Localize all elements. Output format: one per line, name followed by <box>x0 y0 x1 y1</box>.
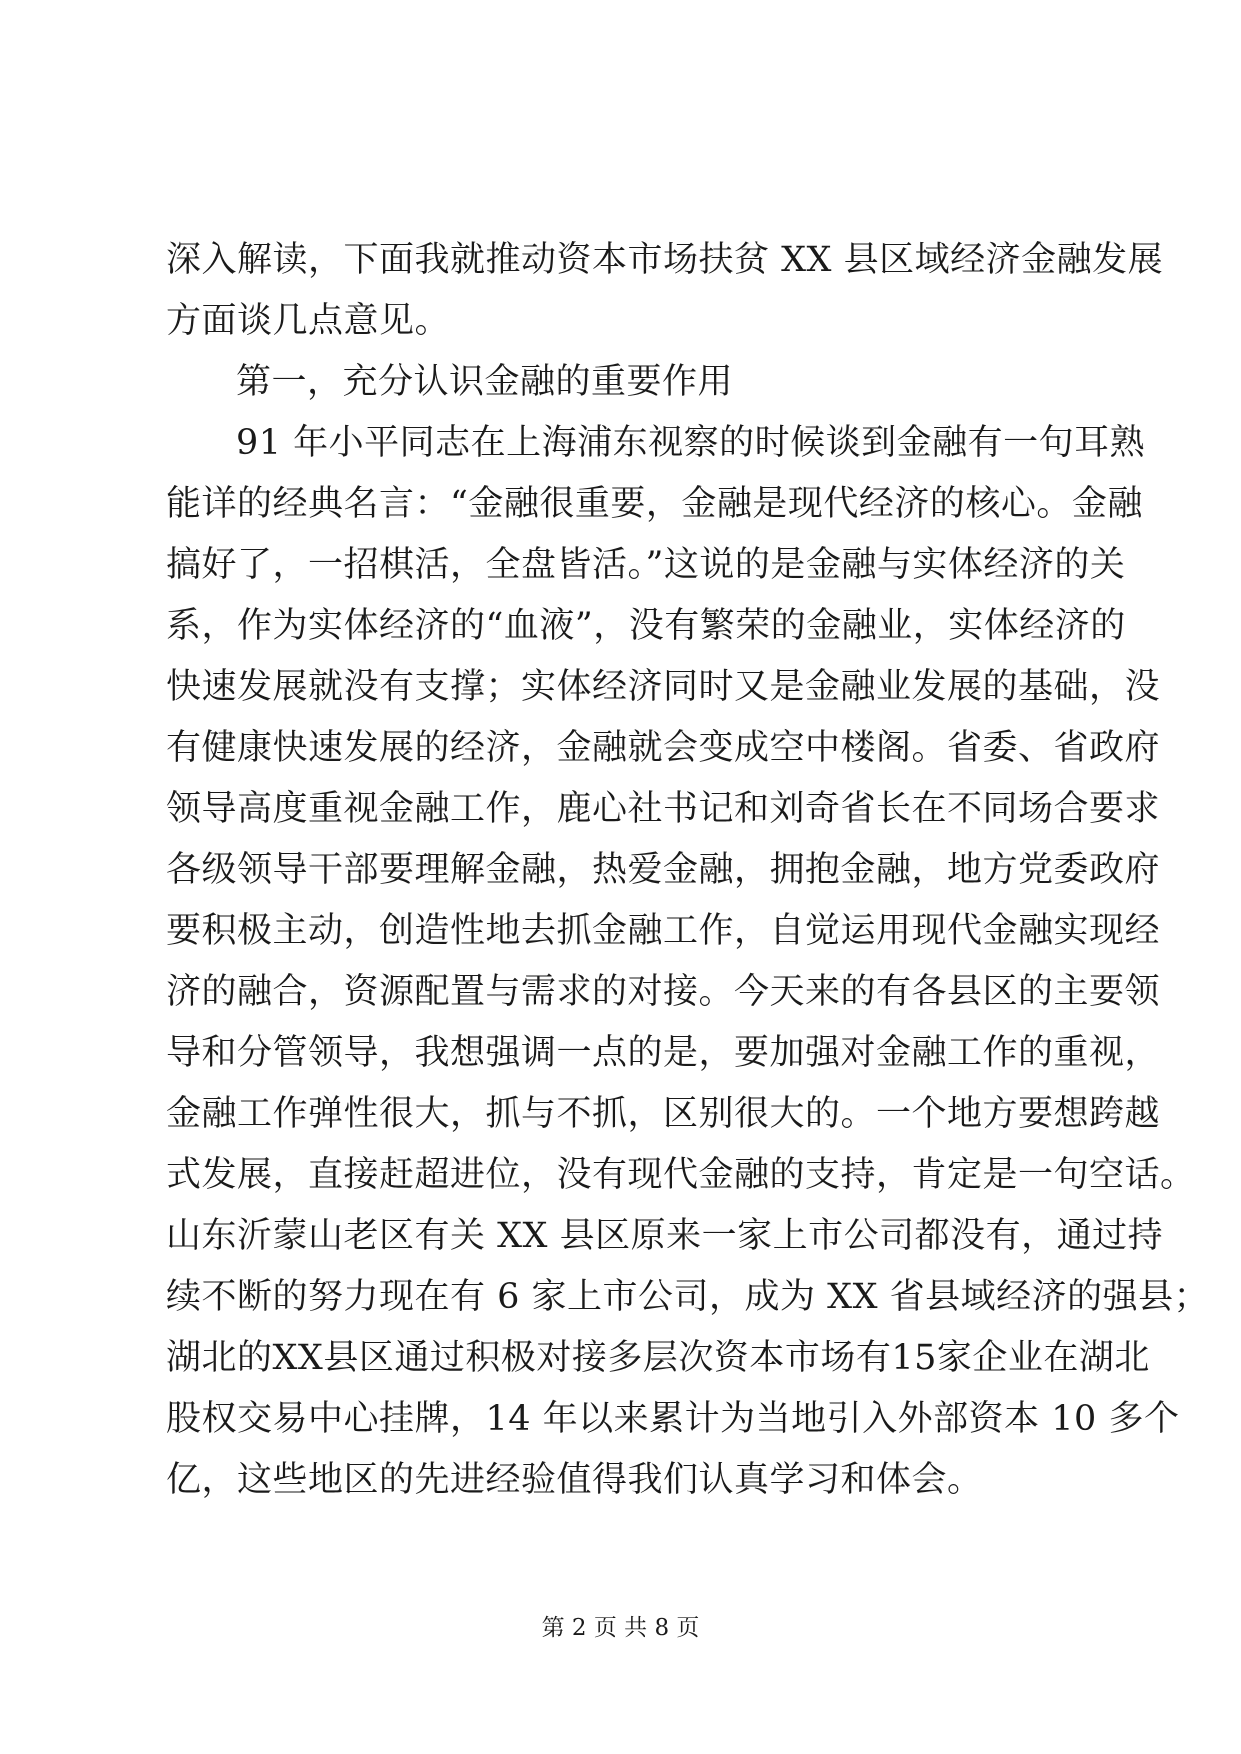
text-line: 亿，这些地区的先进经验值得我们认真学习和体会。 <box>166 1460 983 1500</box>
text-line: 搞好了，一招棋活，全盘皆活。”这说的是金融与实体经济的关 <box>166 545 1126 585</box>
text-line: 各级领导干部要理解金融，热爱金融，拥抱金融，地方党委政府 <box>166 850 1161 890</box>
body-text <box>166 230 1210 1511</box>
section-heading: 第一，充分认识金融的重要作用 <box>236 362 734 402</box>
text-line: 领导高度重视金融工作，鹿心社书记和刘奇省长在不同场合要求 <box>166 789 1161 829</box>
text-line: 系，作为实体经济的“血液”，没有繁荣的金融业，实体经济的 <box>166 606 1126 646</box>
text-line: 济的融合，资源配置与需求的对接。今天来的有各县区的主要领 <box>166 972 1161 1012</box>
text-line: 导和分管领导，我想强调一点的是，要加强对金融工作的重视， <box>166 1033 1161 1073</box>
text-line: 股权交易中心挂牌，14 年以来累计为当地引入外部资本 10 多个 <box>166 1399 1180 1439</box>
text-line: 湖北的XX县区通过积极对接多层次资本市场有15家企业在湖北 <box>166 1338 1150 1378</box>
text-line: 续不断的努力现在有 6 家上市公司，成为 XX 省县域经济的强县； <box>166 1277 1210 1317</box>
text-line: 山东沂蒙山老区有关 XX 县区原来一家上市公司都没有，通过持 <box>166 1216 1164 1256</box>
text-line: 能详的经典名言：“金融很重要，金融是现代经济的核心。金融 <box>166 484 1143 524</box>
text-line: 方面谈几点意见。 <box>166 301 451 341</box>
text-line: 式发展，直接赶超进位，没有现代金融的支持，肯定是一句空话。 <box>166 1155 1196 1195</box>
text-line: 91 年小平同志在上海浦东视察的时候谈到金融有一句耳熟 <box>236 423 1146 463</box>
text-line: 深入解读，下面我就推动资本市场扶贫 XX 县区域经济金融发展 <box>166 240 1164 280</box>
text-line: 快速发展就没有支撑；实体经济同时又是金融业发展的基础，没 <box>166 667 1161 707</box>
text-line: 金融工作弹性很大，抓与不抓，区别很大的。一个地方要想跨越 <box>166 1094 1161 1134</box>
page-number-footer: 第 2 页 共 8 页 <box>541 1615 700 1641</box>
text-line: 有健康快速发展的经济，金融就会变成空中楼阁。省委、省政府 <box>166 728 1161 768</box>
text-line: 要积极主动，创造性地去抓金融工作，自觉运用现代金融实现经 <box>166 911 1161 951</box>
